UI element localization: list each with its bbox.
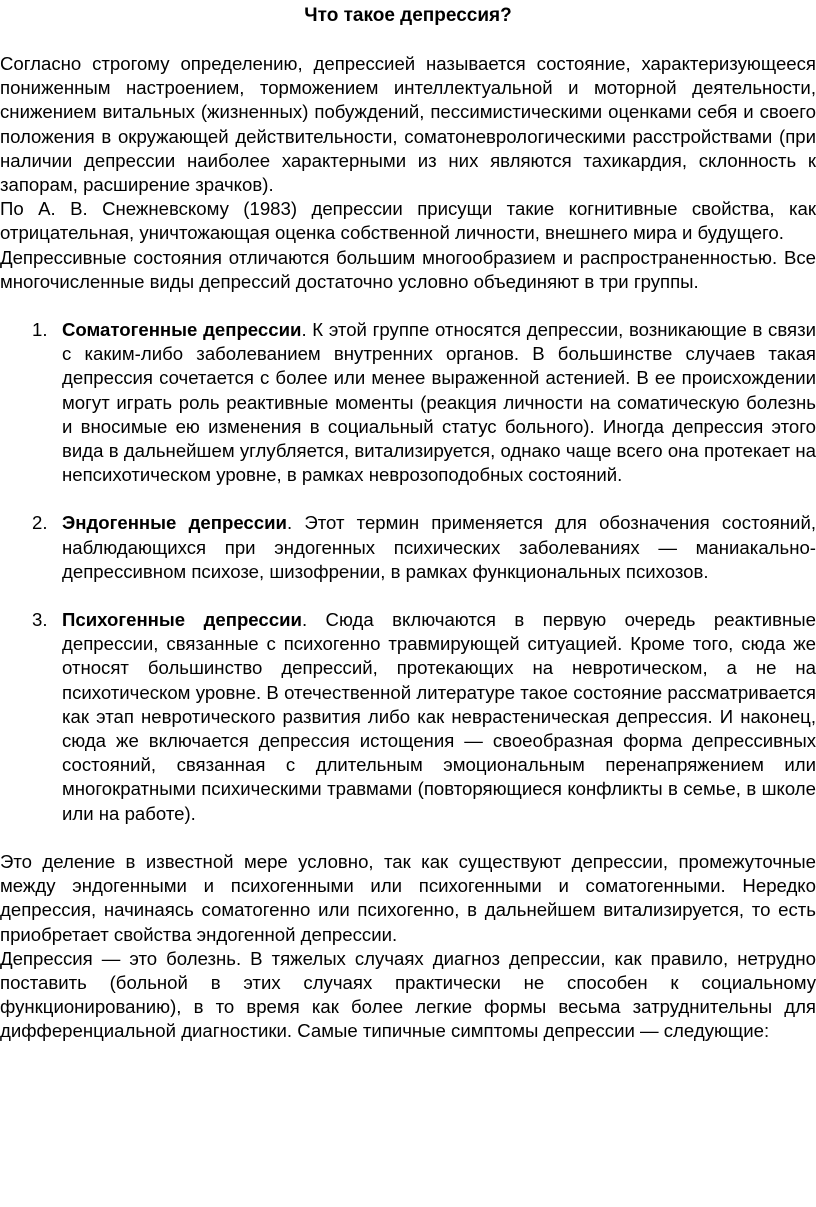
list-item: [0, 608, 816, 826]
list-item-term: Соматогенные депрессии: [62, 319, 302, 341]
closing-paragraph-classification: Это деление в известной мере условно, так как существуют депрессии, промежуточные между эндогенными и психогенными или психогенными и соматогенными. Нередко депрессия, начинаясь соматогенно или психогенно, в дальнейшем витализируется, то есть приобретает свойства эндогенной депрессии.: [0, 850, 816, 945]
list-item-text: [62, 511, 816, 584]
list-item-text: [62, 318, 816, 487]
list-item-number: 1.: [32, 319, 48, 341]
list-item-description: . Сюда включаются в первую очередь реактивные депрессии, связанные с психогенно травмирующей ситуацией. Кроме того, сюда же относят большинство депрессий, протекающих на невротическом, а не на психотическом уровне. В отечественной литературе такое состояние рассматривается как этап невротического развития либо как неврастеническая депрессия. И наконец, сюда же включается депрессия истощения — своеобразная форма депрессивных состояний, связанная с длительным эмоциональным перенапряжением или многократными психическими травмами (повторяющиеся конфликты в семье, в школе или на работе).: [62, 609, 816, 824]
list-item: [0, 511, 816, 584]
list-item-description: . Этот термин применяется для обозначения состояний, наблюдающихся при эндогенных психических заболеваниях — маниакально-депрессивном психозе, шизофрении, в рамках функциональных психозов.: [62, 512, 816, 582]
intro-paragraph-groups: Депрессивные состояния отличаются большим многообразием и распространенностью. Все многочисленные виды депрессий достаточно условно объединяют в три группы.: [0, 246, 816, 292]
list-item: [0, 318, 816, 487]
intro-section: [0, 52, 816, 294]
intro-paragraph-definition: Согласно строгому определению, депрессией называется состояние, характеризующееся пониженным настроением, торможением интеллектуальной и моторной деятельности, снижением витальных (жизненных) побуждений, пессимистическими оценками себя и своего положения в окружающей действительности, соматоневрологическими расстройствами (при наличии депрессии наиболее характерными из них являются тахикардия, склонность к запорам, расширение зрачков).: [0, 53, 816, 196]
list-item-term: Психогенные депрессии: [62, 609, 302, 631]
list-item-text: [62, 608, 816, 826]
intro-paragraph-snezhnevsky: По А. В. Снежневскому (1983) депрессии присущи такие когнитивные свойства, как отрицательная, уничтожающая оценка собственной личности, внешнего мира и будущего.: [0, 198, 816, 244]
list-item-number: 3.: [32, 609, 48, 631]
list-item-description: . К этой группе относятся депрессии, возникающие в связи с каким-либо заболеванием внутренних органов. В большинстве случаев такая депрессия сочетается с более или менее выраженной астенией. В ее происхождении могут играть роль реактивные моменты (реакция личности на соматическую болезнь и вносимые ею изменения в социальный статус больного). Иногда депрессия этого вида в дальнейшем углубляется, витализируется, однако чаще всего она протекает на непсихотическом уровне, в рамках неврозоподобных состояний.: [62, 319, 816, 486]
list-item-number: 2.: [32, 512, 48, 534]
closing-section: [0, 850, 816, 1044]
depression-groups-list: [0, 318, 816, 826]
closing-paragraph-symptoms: Депрессия — это болезнь. В тяжелых случаях диагноз депрессии, как правило, нетрудно поставить (больной в этих случаях практически не способен к социальному функционированию), в то время как более легкие формы весьма затруднительны для дифференциальной диагностики. Самые типичные симптомы депрессии — следующие:: [0, 947, 816, 1042]
page-title: Что такое депрессия?: [304, 5, 512, 26]
list-item-term: Эндогенные депрессии: [62, 512, 287, 534]
